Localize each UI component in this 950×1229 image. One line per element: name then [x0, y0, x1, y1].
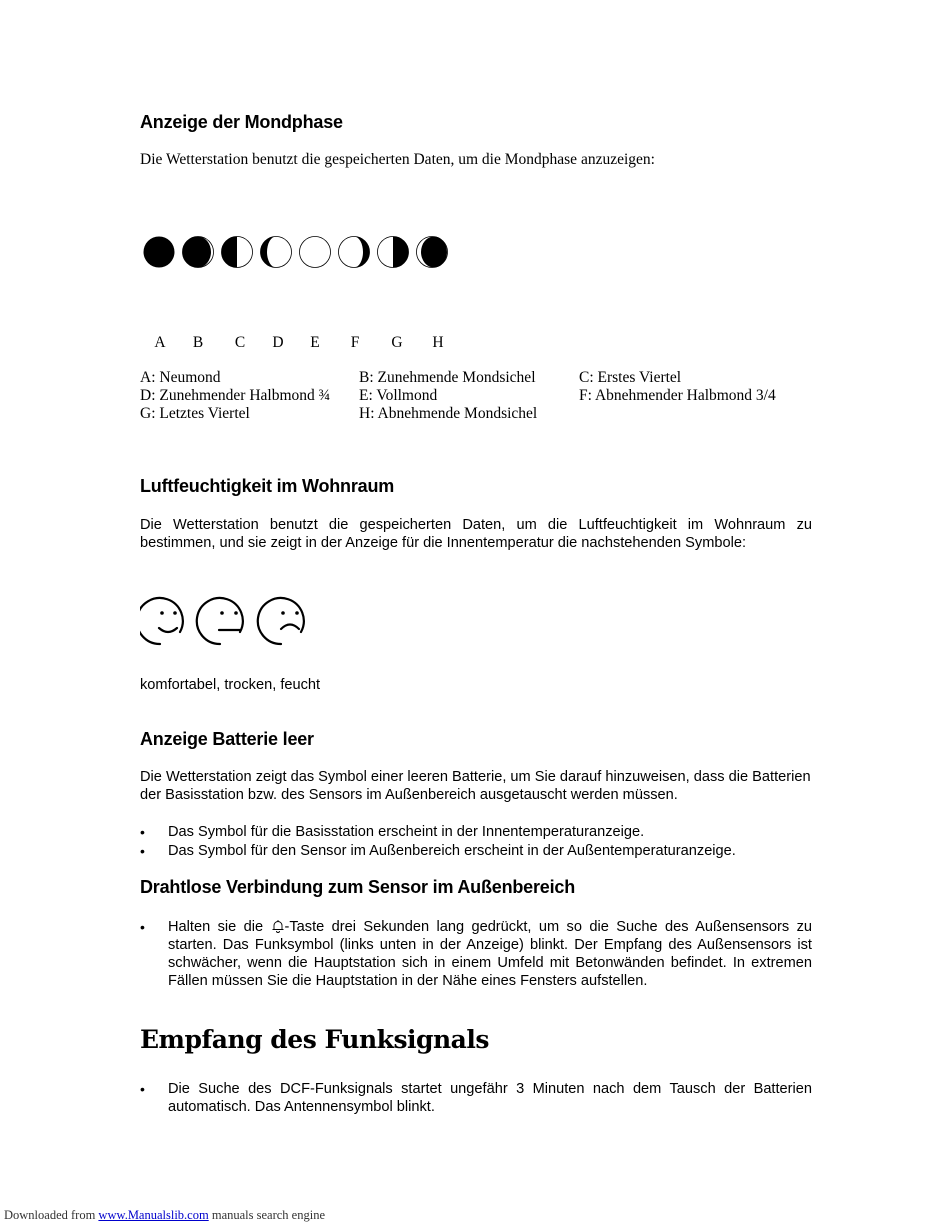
legend-item: C: Erstes Viertel	[579, 369, 682, 386]
smiley-sad-icon	[258, 598, 304, 644]
humidity-body: Die Wetterstation benutzt die gespeicherten Daten, um die Luftfeuchtigkeit im Wohnraum zu bestimmen, und sie zeigt in der Anzeige für die Innentemperatur die nachstehenden Symbole:	[140, 517, 812, 551]
moon-letter: F	[350, 334, 360, 351]
battery-heading: Anzeige Batterie leer	[140, 729, 314, 749]
moon-letter: A	[154, 334, 166, 351]
moon-phase-icons	[140, 234, 460, 270]
humidity-icons	[140, 596, 320, 648]
list-item-text: Das Symbol für den Sensor im Außenbereich erscheint in der Außentemperaturanzeige.	[168, 843, 736, 859]
moon-first-quarter-icon	[222, 237, 253, 268]
wireless-heading: Drahtlose Verbindung zum Sensor im Außenbereich	[140, 877, 576, 897]
list-item	[140, 918, 812, 990]
wireless-text-end: -Taste drei Sekunden lang gedrückt, um so die Suche des Außensensors zu starten. Das Funksymbol (links unten in der Anzeige) blinkt. Der Empfang des Außensensors ist schwächer, wenn die Hauptstation sich in einem Umfeld mit Betonwänden befindet. In extremen Fällen müssen Sie die Hauptstation in der Nähe eines Fensters aufstellen.	[168, 919, 812, 989]
moon-letter: B	[192, 334, 204, 351]
moon-waxing-crescent-icon	[183, 237, 214, 268]
moon-letter: E	[310, 334, 320, 351]
list-item-text: Das Symbol für die Basisstation erscheint in der Innentemperaturanzeige.	[168, 824, 645, 840]
bullet-icon: •	[140, 1081, 145, 1097]
bullet-icon: •	[140, 919, 145, 935]
footer-prefix: Downloaded from	[4, 1208, 99, 1222]
list-item	[140, 842, 812, 860]
battery-body: Die Wetterstation zeigt das Symbol einer leeren Batterie, um Sie darauf hinzuweisen, dass die Batterien der Basisstation bzw. des Sensors im Außenbereich ausgetauscht werden müssen.	[140, 769, 811, 803]
legend-item: B: Zunehmende Mondsichel	[359, 369, 536, 386]
moon-full-icon	[300, 237, 331, 268]
bell-icon	[271, 919, 285, 933]
moon-letter: D	[272, 334, 284, 351]
list-item-text	[168, 918, 812, 990]
radio-heading: Empfang des Funksignals	[140, 1025, 489, 1054]
smiley-happy-icon	[140, 598, 183, 644]
moon-letter: G	[391, 334, 403, 351]
humidity-caption: komfortabel, trocken, feucht	[140, 677, 321, 693]
legend-item: E: Vollmond	[359, 387, 438, 404]
list-item	[140, 1080, 812, 1116]
moon-waning-gibbous-icon	[339, 237, 370, 268]
legend-item: F: Abnehmender Halbmond 3/4	[579, 387, 776, 404]
bullet-icon: •	[140, 843, 145, 859]
list-item-text: Die Suche des DCF-Funksignals startet ungefähr 3 Minuten nach dem Tausch der Batterien automatisch. Das Antennensymbol blinkt.	[168, 1081, 812, 1115]
legend-item: D: Zunehmender Halbmond ¾	[140, 387, 331, 404]
moon-phase-intro: Die Wetterstation benutzt die gespeicherten Daten, um die Mondphase anzuzeigen:	[140, 151, 655, 168]
moon-waxing-gibbous-icon	[261, 237, 292, 268]
moon-phase-heading: Anzeige der Mondphase	[140, 112, 343, 132]
moon-new-icon	[144, 237, 175, 268]
footer-suffix: manuals search engine	[208, 1208, 325, 1222]
humidity-heading: Luftfeuchtigkeit im Wohnraum	[140, 476, 395, 496]
list-item	[140, 823, 812, 841]
legend-item: A: Neumond	[140, 369, 221, 386]
moon-waning-crescent-icon	[417, 237, 448, 268]
moon-letter: C	[234, 334, 246, 351]
bullet-icon: •	[140, 824, 145, 840]
footer-link[interactable]: www.Manualslib.com	[98, 1208, 209, 1222]
legend-item: G: Letztes Viertel	[140, 405, 250, 422]
footer	[4, 1208, 325, 1223]
wireless-text-start: Halten sie die	[168, 919, 271, 935]
legend-item: H: Abnehmende Mondsichel	[359, 405, 538, 422]
moon-letter: H	[432, 334, 444, 351]
smiley-neutral-icon	[197, 598, 243, 644]
moon-last-quarter-icon	[378, 237, 409, 268]
